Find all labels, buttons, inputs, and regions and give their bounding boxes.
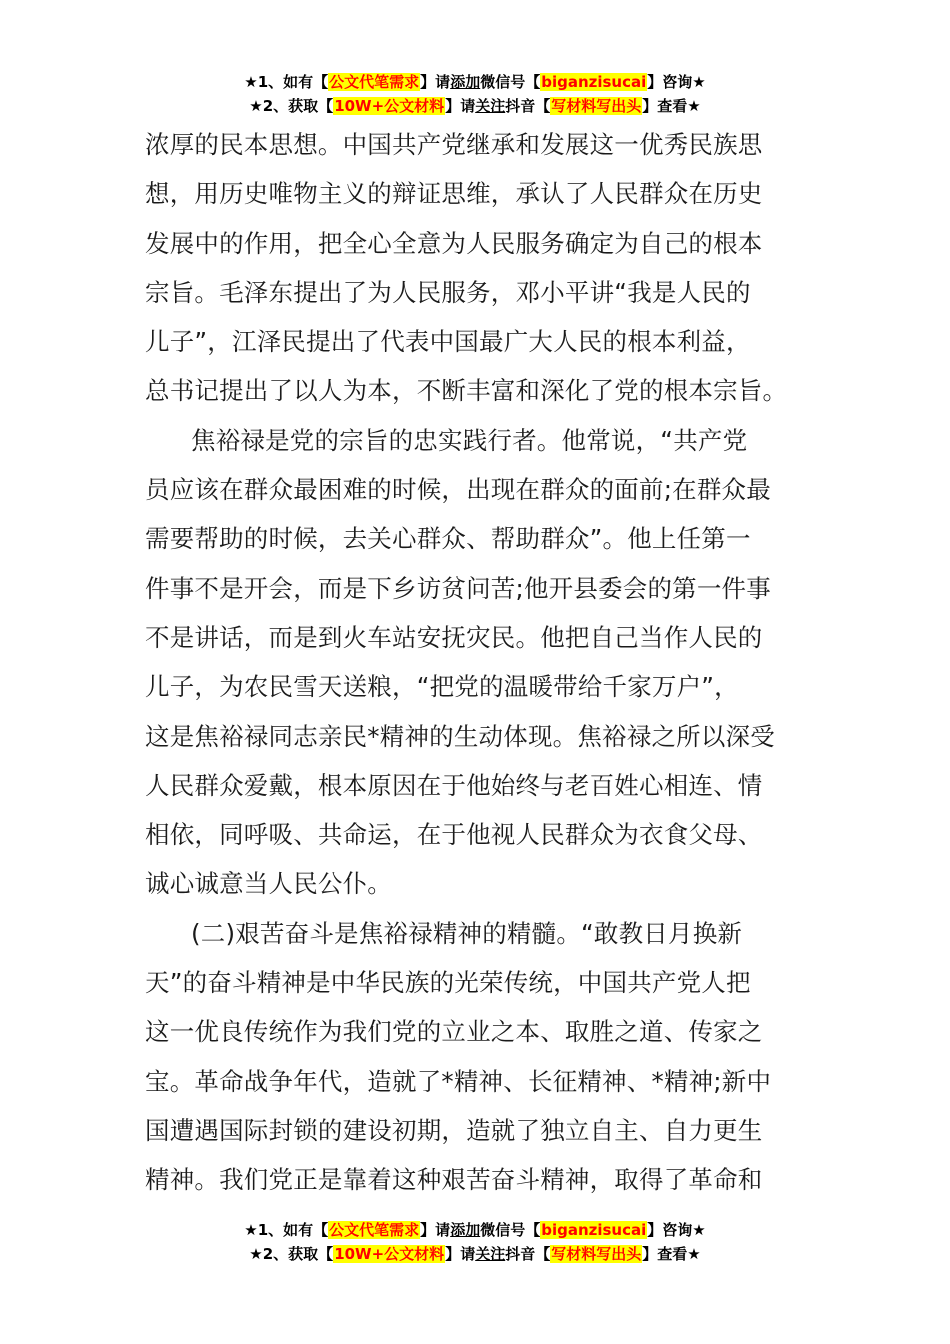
banner-text: 】请: [445, 97, 476, 115]
banner-text: 】请: [420, 73, 451, 91]
text-line: (二)艰苦奋斗是焦裕禄精神的精髓。“敢教日月换新: [191, 918, 743, 948]
banner-text: ★1、如有【: [244, 1221, 329, 1239]
text-line: 焦裕禄是党的宗旨的忠实践行者。他常说，“共产党: [191, 425, 748, 455]
text-line: 需要帮助的时候，去关心群众、帮助群众”。他上任第一: [145, 524, 751, 554]
paragraph-2: [145, 416, 810, 909]
banner-highlight-douyin: 写材料写出头: [551, 1245, 642, 1263]
banner-highlight: 10W+公文材料: [334, 97, 445, 115]
banner-highlight: 10W+公文材料: [334, 1245, 445, 1263]
text-line: 总书记提出了以人为本，不断丰富和深化了党的根本宗旨。: [145, 376, 788, 406]
banner-text: 】请: [445, 1245, 476, 1263]
paragraph-1: [145, 120, 810, 416]
banner-line-1: [0, 1218, 950, 1242]
banner-highlight-wechat: biganzisucai: [541, 1221, 647, 1239]
banner-text: ★2、获取【: [249, 1245, 334, 1263]
text-line: 想，用历史唯物主义的辩证思维，承认了人民群众在历史: [145, 179, 763, 209]
text-line: 件事不是开会，而是下乡访贫问苦;他开县委会的第一件事: [145, 573, 771, 603]
text-line: 儿子”，江泽民提出了代表中国最广大人民的根本利益，: [145, 327, 751, 357]
banner-line-2: [0, 94, 950, 118]
banner-highlight: 公文代笔需求: [329, 73, 420, 91]
text-line: 精神。我们党正是靠着这种艰苦奋斗精神，取得了革命和: [145, 1165, 763, 1195]
text-line: 宝。革命战争年代，造就了*精神、长征精神、*精神;新中: [145, 1066, 772, 1096]
text-line: 天”的奋斗精神是中华民族的光荣传统，中国共产党人把: [145, 968, 751, 998]
banner-text: 】咨询★: [647, 73, 706, 91]
banner-text: 微信号【: [480, 1221, 541, 1239]
banner-text: 抖音【: [505, 1245, 551, 1263]
text-line: 这是焦裕禄同志亲民*精神的生动体现。焦裕禄之所以深受: [145, 721, 775, 751]
banner-highlight-wechat: biganzisucai: [541, 73, 647, 91]
text-line: 国遭遇国际封锁的建设初期，造就了独立自主、自力更生: [145, 1115, 763, 1145]
paragraph-3: [145, 909, 810, 1205]
banner-line-1: [0, 70, 950, 94]
banner-text: ★2、获取【: [249, 97, 334, 115]
banner-text: 抖音【: [505, 97, 551, 115]
text-line: 员应该在群众最困难的时候，出现在群众的面前;在群众最: [145, 475, 771, 505]
text-line: 浓厚的民本思想。中国共产党继承和发展这一优秀民族思: [145, 130, 763, 159]
banner-text: 】查看★: [642, 97, 701, 115]
header-banner: [0, 70, 950, 118]
text-line: 发展中的作用，把全心全意为人民服务确定为自己的根本: [145, 228, 763, 258]
banner-text: ★1、如有【: [244, 73, 329, 91]
banner-underline: 添加: [450, 73, 481, 91]
banner-highlight: 公文代笔需求: [329, 1221, 420, 1239]
banner-underline: 添加: [450, 1221, 481, 1239]
document-body: [145, 120, 810, 1205]
text-line: 这一优良传统作为我们党的立业之本、取胜之道、传家之: [145, 1017, 763, 1047]
banner-underline: 关注: [475, 97, 506, 115]
banner-line-2: [0, 1242, 950, 1266]
text-line: 诚心诚意当人民公仆。: [145, 869, 392, 899]
banner-text: 】请: [420, 1221, 451, 1239]
text-line: 相依，同呼吸、共命运，在于他视人民群众为衣食父母、: [145, 820, 763, 850]
banner-underline: 关注: [475, 1245, 506, 1263]
text-line: 宗旨。毛泽东提出了为人民服务，邓小平讲“我是人民的: [145, 277, 751, 307]
banner-text: 】咨询★: [647, 1221, 706, 1239]
text-line: 不是讲话，而是到火车站安抚灾民。他把自己当作人民的: [145, 622, 763, 652]
banner-highlight-douyin: 写材料写出头: [551, 97, 642, 115]
banner-text: 】查看★: [642, 1245, 701, 1263]
banner-text: 微信号【: [480, 73, 541, 91]
footer-banner: [0, 1218, 950, 1266]
text-line: 人民群众爱戴，根本原因在于他始终与老百姓心相连、情: [145, 770, 763, 800]
text-line: 儿子，为农民雪天送粮，“把党的温暖带给千家万户”，: [145, 672, 739, 702]
